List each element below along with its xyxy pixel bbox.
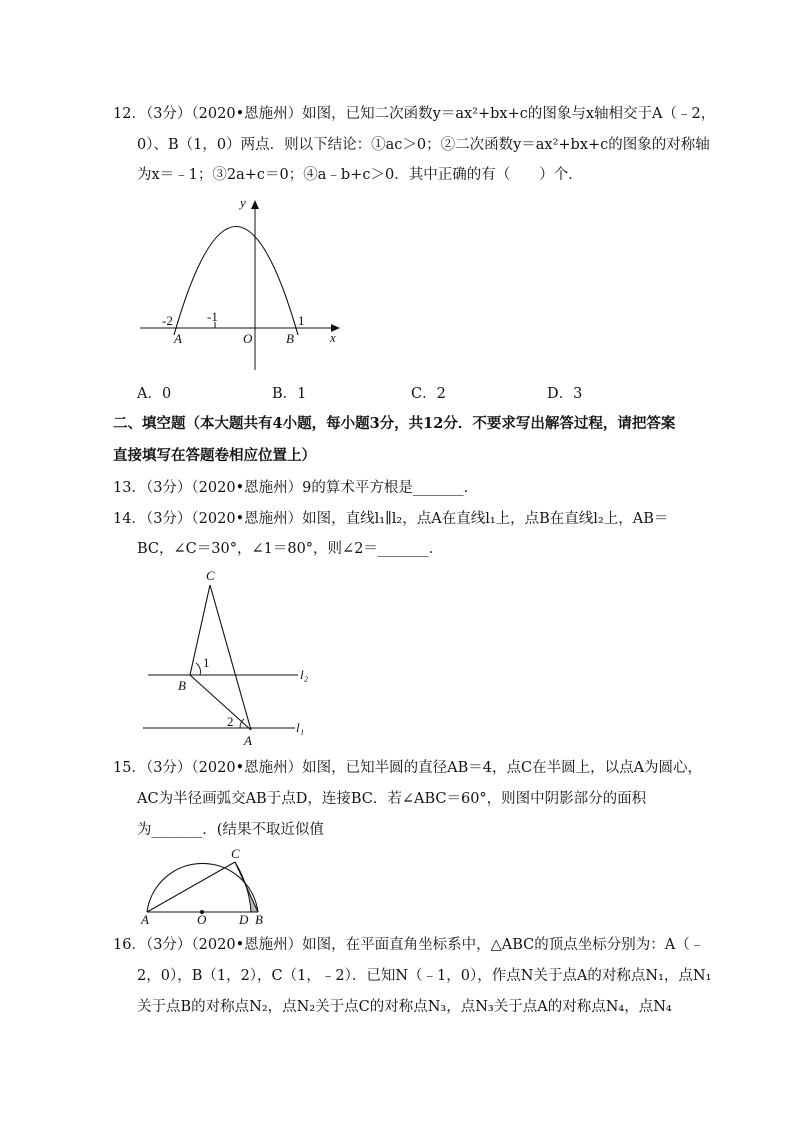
q15-semicircle-arc [147, 863, 258, 912]
q15-point-d-label: D [239, 912, 249, 927]
section-2-heading: 二、填空题（本大题共有4小题，每小题3分，共12分．不要求写出解答过程，请把答案 [113, 415, 676, 432]
q16-line-1: 16．（3分）（2020•恩施州）如图，在平面直角坐标系中，△ABC的顶点坐标分别为：A（﹣ [113, 937, 705, 953]
q12-tick-label-neg2: -2 [162, 313, 173, 328]
q12-option-b: B．1 [272, 386, 307, 402]
q12-line-1: 12．（3分）（2020•恩施州）如图，已知二次函数y＝ax²+bx+c的图象与x轴相交于A（﹣2， [113, 106, 716, 122]
q16-line-3: 关于点B的对称点N₂，点N₂关于点C的对称点N₃，点N₃关于点A的对称点N₄，点N₄ [137, 999, 672, 1015]
q12-point-a-label: A [174, 331, 182, 346]
q15-point-o-label: O [197, 912, 207, 927]
q14-l1-label: l₁ [296, 720, 305, 735]
q12-point-b-label: B [286, 331, 294, 346]
q14-angle-2-label: 2 [227, 714, 234, 729]
q12-tick-label-neg1: -1 [207, 309, 218, 324]
q12-option-a: A．0 [137, 386, 172, 402]
q15-line-2: AC为半径画弧交AB于点D，连接BC．若∠ABC＝60°，则图中阴影部分的面积 [137, 791, 647, 807]
q14-l2-label: l₂ [300, 667, 309, 682]
q15-line-3: 为_______．(结果不取近似值 [137, 822, 324, 838]
q13-line-1: 13．（3分）（2020•恩施州）9的算术平方根是_______． [113, 480, 479, 496]
q12-line-2: 0）、B（1，0）两点．则以下结论：①ac＞0；②二次函数y＝ax²+bx+c的图象的对称轴 [137, 137, 710, 153]
q15-semicircle-figure [138, 845, 278, 925]
q16-line-2: 2，0），B（1，2），C（1，﹣2）．已知N（﹣1，0），作点N关于点A的对称点N₁，点N₁ [137, 968, 712, 984]
q12-parabola-curve [174, 227, 298, 336]
q12-line-3: 为x＝﹣1；③2a+c＝0；④a﹣b+c＞0．其中正确的有（ ）个． [137, 167, 583, 183]
q12-x-label: x [330, 330, 336, 345]
q14-point-a-label: A [244, 733, 252, 748]
q15-point-b-label: B [255, 912, 263, 927]
q15-segment-ac [147, 862, 235, 912]
q15-line-1: 15．（3分）（2020•恩施州）如图，已知半圆的直径AB＝4，点C在半圆上，以点A为圆心， [113, 760, 703, 776]
q12-y-label: y [240, 195, 246, 210]
q14-angle-1-label: 1 [203, 655, 210, 670]
q12-origin-label: O [243, 331, 253, 346]
q14-line-1: 14．（3分）（2020•恩施州）如图，直线l₁∥l₂，点A在直线l₁上，点B在直线l₂上，AB＝ [113, 511, 669, 527]
q12-option-d: D．3 [547, 386, 583, 402]
q14-line-2: BC，∠C＝30°，∠1＝80°，则∠2＝_______． [137, 541, 444, 557]
section-2-heading-cont: 直接填写在答题卷相应位置上） [113, 447, 316, 464]
q12-option-c: C．2 [411, 386, 446, 402]
q12-y-arrow [251, 200, 259, 209]
q15-point-c-label: C [231, 846, 240, 861]
q14-point-b-label: B [178, 678, 186, 693]
q12-parabola-figure [140, 195, 360, 370]
q15-point-a-label: A [141, 912, 149, 927]
q14-parallel-lines-figure [140, 568, 320, 748]
q14-segment-ca [210, 585, 251, 730]
q12-tick-label-1: 1 [298, 313, 305, 328]
q14-point-c-label: C [206, 568, 215, 583]
q14-angle-1-arc [196, 663, 201, 675]
